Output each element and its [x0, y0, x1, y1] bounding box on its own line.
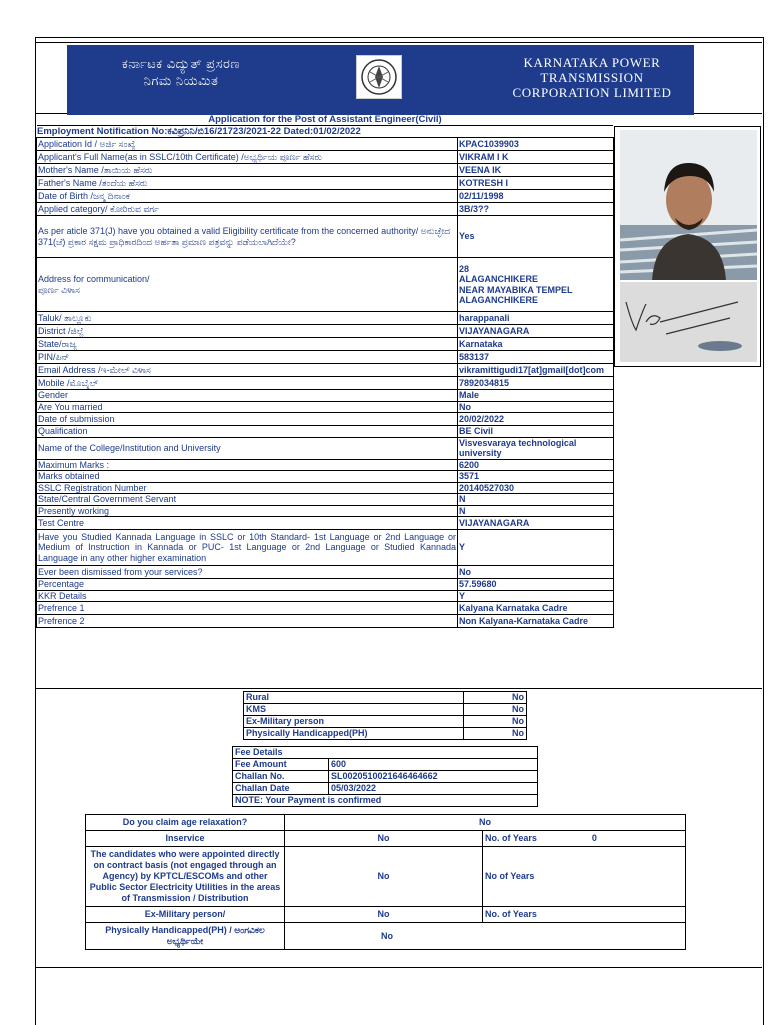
signature	[620, 282, 757, 362]
detail-value: harappanali	[458, 312, 614, 325]
detail-row	[37, 401, 614, 413]
detail-row	[37, 258, 614, 312]
detail-label: District /ಜಿಲ್ಲೆ	[37, 325, 458, 338]
detail-value: Karnataka	[458, 338, 614, 351]
challan-no: SL0020510021646464662	[329, 771, 538, 783]
reservation-row	[244, 692, 527, 704]
detail-value: Non Kalyana-Karnataka Cadre	[458, 615, 614, 628]
detail-label: Father's Name /ತಂದೆಯ ಹೆಸರು	[37, 177, 458, 190]
detail-value: N	[458, 494, 614, 506]
challan-date: 05/03/2022	[329, 783, 538, 795]
detail-value: Visvesvaraya technological university	[458, 437, 614, 459]
detail-row	[37, 530, 614, 566]
detail-label: State/Central Government Servant	[37, 494, 458, 506]
detail-value: N	[458, 505, 614, 517]
detail-row	[37, 602, 614, 615]
detail-value: BE Civil	[458, 426, 614, 438]
contract-years-label: No of Years	[483, 847, 686, 907]
detail-row	[37, 590, 614, 602]
ph-value: No	[285, 923, 686, 950]
detail-value: 20140527030	[458, 482, 614, 494]
challan-date-label: Challan Date	[233, 783, 329, 795]
detail-label: Maximum Marks :	[37, 459, 458, 471]
detail-row	[37, 351, 614, 364]
detail-row	[37, 517, 614, 530]
detail-value: Y	[458, 590, 614, 602]
detail-label: Application Id / ಅರ್ಜಿ ಸಂಖ್ಯೆ	[37, 138, 458, 151]
detail-row	[37, 471, 614, 483]
detail-label: Prefrence 2	[37, 615, 458, 628]
inservice-value: No	[285, 831, 483, 847]
reservation-row	[244, 716, 527, 728]
detail-label: Email Address /ಇ-ಮೇಲ್ ವಿಳಾಸ	[37, 364, 458, 377]
detail-label: Applicant's Full Name(as in SSLC/10th Certificate) /ಅಭ್ಯರ್ಥಿಯ ಪೂರ್ಣ ಹೆಸರು	[37, 151, 458, 164]
fee-title: Fee Details	[233, 747, 538, 759]
detail-row	[37, 338, 614, 351]
detail-value: Male	[458, 390, 614, 402]
top-rule	[35, 42, 762, 43]
detail-value: vikramittigudi17[at]gmail[dot]com	[458, 364, 614, 377]
reservation-label: Ex-Military person	[244, 716, 464, 728]
kptcl-emblem-icon	[356, 55, 402, 99]
detail-value: KPAC1039903	[458, 138, 614, 151]
contract-label: The candidates who were appointed directly on contract basis (not engaged through an Agency) by KPTCL/ESCOMs and other Public Sector Electricity Utilities in the areas of Transmission / Distribution	[86, 847, 285, 907]
detail-row	[37, 138, 614, 151]
exmil-years-label: No. of Years	[483, 907, 686, 923]
detail-label: Prefrence 1	[37, 602, 458, 615]
detail-value: No	[458, 566, 614, 579]
detail-value: 57.59680	[458, 579, 614, 591]
detail-label: SSLC Registration Number	[37, 482, 458, 494]
age-relaxation-question: Do you claim age relaxation?	[86, 815, 285, 831]
detail-label: Address for communication/ ಪೂರ್ಣ ವಿಳಾಸ	[37, 258, 458, 312]
detail-value: 20/02/2022	[458, 413, 614, 426]
detail-label: State/ರಾಜ್ಯ	[37, 338, 458, 351]
detail-value: 28 ALAGANCHIKERE NEAR MAYABIKA TEMPEL ALAGANCHIKERE	[458, 258, 614, 312]
detail-label: Name of the College/Institution and University	[37, 437, 458, 459]
detail-row	[37, 413, 614, 426]
reservation-row	[244, 728, 527, 740]
detail-label: As per aticle 371(J) have you obtained a valid Eligibility certificate from the concerned authority/ ಅನುಚ್ಛೇದ 371(ಜೆ) ಪ್ರಕಾರ ಸಕ್ಷಮ ಪ್ರಾಧಿಕಾರದಿಂದ ಅರ್ಹತಾ ಪ್ರಮಾಣ ಪತ್ರವನ್ನು ಪಡೆಯಲಾಗಿದೆಯೇ?	[37, 216, 458, 258]
reservation-row	[244, 704, 527, 716]
applicant-photo	[620, 130, 757, 280]
exmil-value: No	[285, 907, 483, 923]
detail-label: Qualification	[37, 426, 458, 438]
detail-value: VIKRAM I K	[458, 151, 614, 164]
detail-row	[37, 390, 614, 402]
detail-label: Applied category/ ಕೋರಿರುವ ವರ್ಗ	[37, 203, 458, 216]
detail-row	[37, 190, 614, 203]
detail-value: Y	[458, 530, 614, 566]
reservation-value: No	[464, 728, 527, 740]
inservice-years: No. of Years 0	[483, 831, 686, 847]
detail-row	[37, 164, 614, 177]
section-rule	[35, 688, 762, 689]
detail-row	[37, 203, 614, 216]
detail-value: KOTRESH I	[458, 177, 614, 190]
detail-label: Gender	[37, 390, 458, 402]
detail-row	[37, 364, 614, 377]
reservation-label: Physically Handicapped(PH)	[244, 728, 464, 740]
detail-label: Mobile /ಮೊಬೈಲ್	[37, 377, 458, 390]
detail-label: Ever been dismissed from your services?	[37, 566, 458, 579]
detail-row	[37, 177, 614, 190]
detail-value: 3571	[458, 471, 614, 483]
detail-row	[37, 505, 614, 517]
detail-value: Yes	[458, 216, 614, 258]
detail-label: Date of submission	[37, 413, 458, 426]
detail-label: Presently working	[37, 505, 458, 517]
detail-value: VEENA IK	[458, 164, 614, 177]
applicant-details-table	[36, 137, 614, 628]
photo-box	[614, 126, 761, 367]
detail-row	[37, 437, 614, 459]
payment-note: NOTE: Your Payment is confirmed	[233, 795, 538, 807]
age-relaxation-answer: No	[285, 815, 686, 831]
detail-row	[37, 566, 614, 579]
detail-value: 7892034815	[458, 377, 614, 390]
detail-label: Percentage	[37, 579, 458, 591]
detail-value: 02/11/1998	[458, 190, 614, 203]
detail-label: Mother's Name /ತಾಯಿಯ ಹೆಸರು	[37, 164, 458, 177]
detail-label: Date of Birth /ಜನ್ಮ ದಿನಾಂಕ	[37, 190, 458, 203]
detail-value: Kalyana Karnataka Cadre	[458, 602, 614, 615]
fee-amount-label: Fee Amount	[233, 759, 329, 771]
challan-no-label: Challan No.	[233, 771, 329, 783]
reservation-value: No	[464, 704, 527, 716]
detail-label: Have you Studied Kannada Language in SSLC or 10th Standard- 1st Language or 2nd Language or Medium of Instruction in Kannada or PUC- 1st Language or 2nd Language or Studied Kannada Language in any other higher examination	[37, 530, 458, 566]
detail-row	[37, 377, 614, 390]
bottom-rule	[35, 967, 762, 968]
contract-value: No	[285, 847, 483, 907]
detail-row	[37, 216, 614, 258]
detail-row	[37, 151, 614, 164]
detail-row	[37, 325, 614, 338]
detail-row	[37, 482, 614, 494]
notification-line: Employment Notification No:ಕವಿಪ್ರನಿನಿ/ಬಿ16/21723/2021-22 Dated:01/02/2022	[37, 126, 361, 137]
kannada-company-name: ಕರ್ನಾಟಕ ವಿದ್ಯುತ್ ಪ್ರಸರಣ ನಿಗಮ ನಿಯಮಿತ	[121, 56, 241, 88]
detail-row	[37, 426, 614, 438]
exmil-label: Ex-Military person/	[86, 907, 285, 923]
header-banner	[67, 45, 694, 115]
fee-amount: 600	[329, 759, 538, 771]
detail-value: VIJAYANAGARA	[458, 325, 614, 338]
detail-label: PIN/ಪಿನ್	[37, 351, 458, 364]
english-company-name: KARNATAKA POWER TRANSMISSION CORPORATION LIMITED	[512, 55, 672, 100]
detail-label: KKR Details	[37, 590, 458, 602]
detail-value: 6200	[458, 459, 614, 471]
ph-label: Physically Handicapped(PH) / ಅಂಗವಿಕಲ ಅಭ್ಯರ್ಥಿಯೇ	[86, 923, 285, 950]
detail-row	[37, 615, 614, 628]
age-relaxation-table	[85, 814, 686, 950]
detail-row	[37, 494, 614, 506]
detail-value: No	[458, 401, 614, 413]
fee-details-table	[232, 746, 538, 807]
reservation-label: KMS	[244, 704, 464, 716]
reservation-value: No	[464, 716, 527, 728]
detail-label: Test Centre	[37, 517, 458, 530]
detail-value: VIJAYANAGARA	[458, 517, 614, 530]
reservation-label: Rural	[244, 692, 464, 704]
detail-label: Are You married	[37, 401, 458, 413]
detail-value: 3B/3??	[458, 203, 614, 216]
inservice-label: Inservice	[86, 831, 285, 847]
application-title: Application for the Post of Assistant Engineer(Civil)	[37, 114, 613, 126]
detail-value: 583137	[458, 351, 614, 364]
detail-label: Taluk/ ತಾಲ್ಲೂಕು	[37, 312, 458, 325]
detail-row	[37, 579, 614, 591]
reservation-value: No	[464, 692, 527, 704]
detail-row	[37, 459, 614, 471]
reservation-table	[243, 691, 527, 740]
detail-label: Marks obtained	[37, 471, 458, 483]
detail-row	[37, 312, 614, 325]
